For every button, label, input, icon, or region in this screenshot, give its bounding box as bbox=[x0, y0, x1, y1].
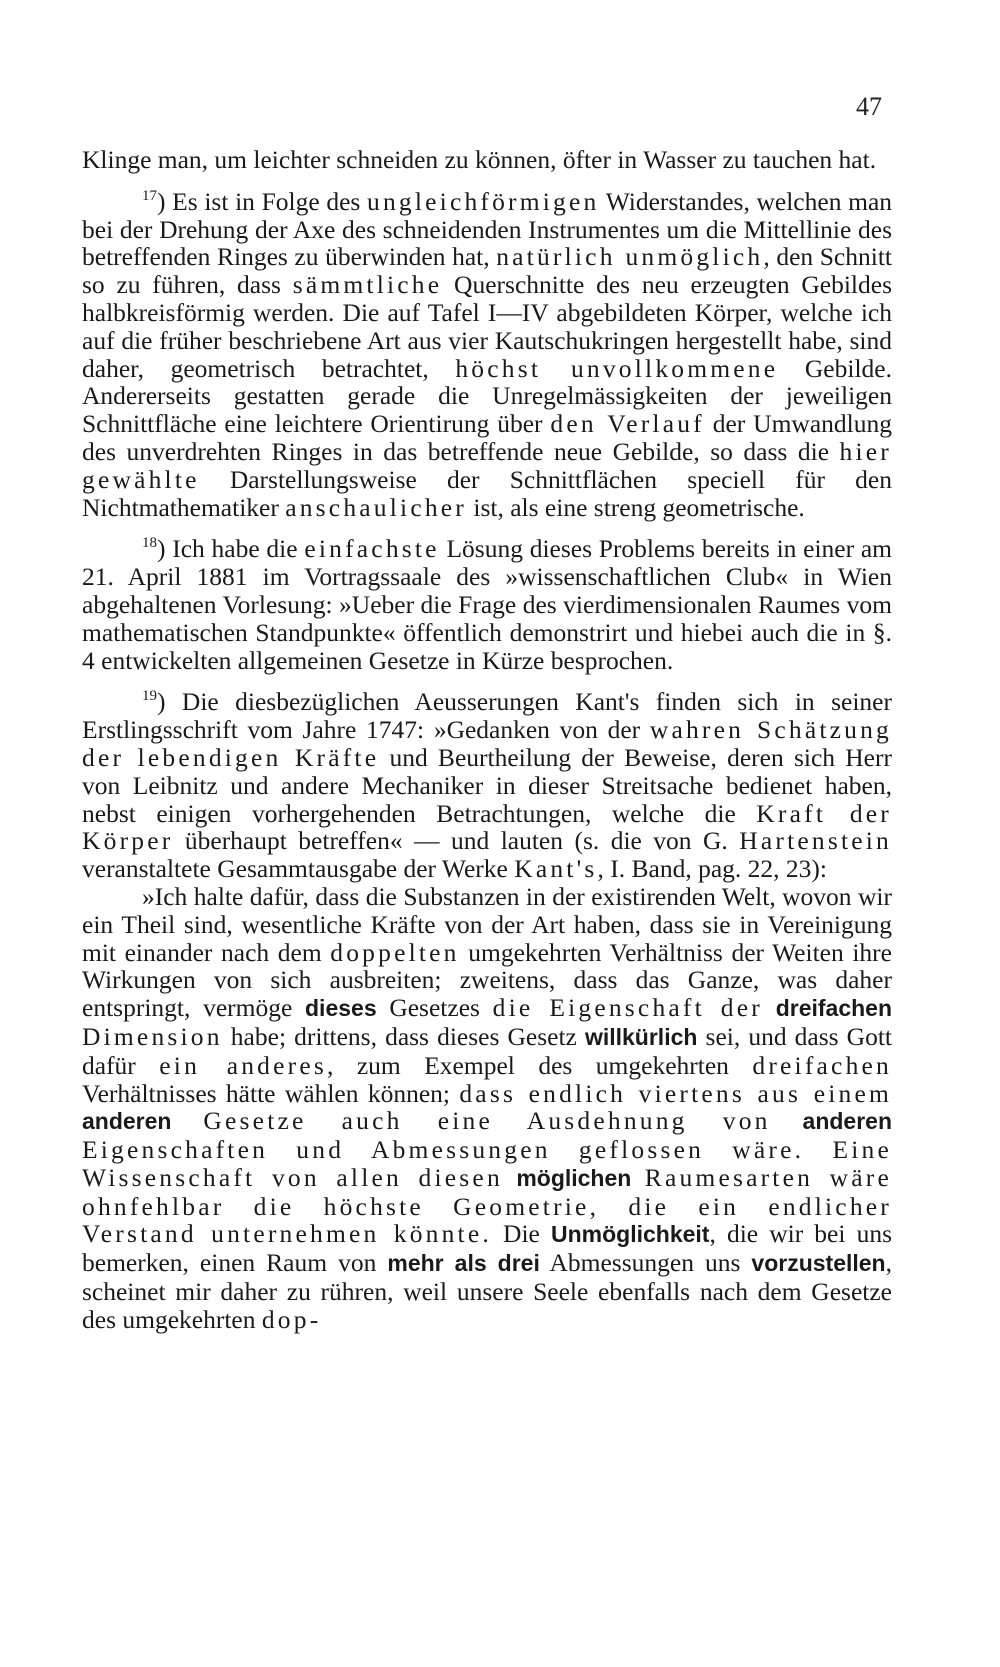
spaced-emphasis: Gesetze auch eine Ausdehnung von bbox=[203, 1106, 771, 1136]
bold-emphasis: dieses bbox=[305, 995, 377, 1022]
text-run: Die bbox=[491, 1219, 551, 1249]
bold-emphasis: Unmöglichkeit bbox=[550, 1221, 710, 1248]
text-run: Lösung dieses Problems bereits in einer am 21. April 1881 im Vortragssaale des »wissenschaftlichen Club« in Wien abgehaltenen Vorlesung: »Ueber die Frage des vierdimensionalen Raumes vom mathematischen Standpunkte« öffentlich demonstrirt und hiebei auch die in §. 4 entwickelten allgemeinen Gesetze in Kürze besprochen. bbox=[82, 534, 893, 675]
text-run: Gebilde. Andererseits gestatten gerade die Unregelmässigkeiten der jeweiligen Schnittfläche eine leichtere Orientirung über bbox=[82, 353, 892, 439]
text-run: ) Die diesbezüglichen Aeusserungen Kant's finden sich in seiner Erstlingsschrift vom Jahre 1747: »Gedanken von der bbox=[82, 687, 892, 745]
footnote-marker: 19 bbox=[142, 688, 157, 705]
text-run: , die wir bei uns bemerken, einen Raum von bbox=[82, 1219, 892, 1278]
page-number: 47 bbox=[856, 92, 882, 121]
paragraph-continuation bbox=[82, 146, 892, 174]
spaced-emphasis: Raumesarten wäre ohnfehlbar die höchste Geometrie, die ein endlicher Verstand unternehmen könnte. bbox=[82, 1162, 892, 1249]
spaced-emphasis: anschaulicher bbox=[285, 492, 467, 522]
text-run bbox=[631, 1163, 644, 1192]
spaced-emphasis: den Verlauf bbox=[550, 409, 705, 439]
text-run: Querschnitte des neu erzeugten Gebildes halbkreisförmig werden. Die auf Tafel I—IV abgebildeten Körper, welche ich auf die früher beschriebene Art aus vier Kautschukringen hergestellt habe, sind daher, geometrisch betrachtet, bbox=[82, 270, 892, 383]
bold-emphasis: anderen bbox=[82, 1108, 172, 1135]
spaced-emphasis: Hartenstein bbox=[739, 826, 892, 856]
spaced-emphasis: dass endlich viertens aus einem bbox=[459, 1078, 892, 1108]
text-run: , scheinet mir daher zu rühren, weil unsere Seele ebenfalls nach dem Gesetze des umgekehrten bbox=[82, 1248, 892, 1334]
text-run: ) Ich habe die bbox=[157, 534, 305, 564]
spaced-emphasis: natürlich unmöglich bbox=[496, 242, 764, 272]
text-run: der Umwandlung des unverdrehten Ringes in das betreffende neue Gebilde, so dass die bbox=[82, 409, 892, 466]
spaced-emphasis: Kraft der Körper bbox=[82, 798, 892, 856]
spaced-emphasis: Kant's bbox=[514, 854, 598, 884]
spaced-emphasis: einfachste bbox=[304, 534, 440, 564]
spaced-emphasis: doppelten bbox=[330, 937, 460, 967]
text-run: sei, und dass Gott dafür bbox=[82, 1021, 892, 1080]
text-run: , zum Exempel des umgekehrten bbox=[326, 1050, 753, 1080]
text-run: umgekehrten Verhältniss der Weiten ihre Wirkungen von sich ausbreiten; zweitens, dass das Ganze, was daher entspringt, vermöge bbox=[82, 937, 892, 1023]
footnote-18 bbox=[82, 535, 892, 674]
text-run bbox=[771, 1106, 803, 1135]
bold-emphasis: willkürlich bbox=[584, 1023, 698, 1050]
spaced-emphasis: Eigenschaften und Abmessungen geflossen wäre. Eine Wissenschaft von allen diesen bbox=[82, 1135, 892, 1192]
kant-quotation bbox=[82, 883, 892, 1334]
spaced-emphasis: wahren Schätzung der lebendigen Kräfte bbox=[82, 715, 893, 772]
text-run: Widerstandes, welchen man bei der Drehung der Axe des schneidenden Instrumentes um die Mittellinie des betreffenden Ringes zu überwinden hat, bbox=[82, 186, 893, 272]
text-run: und Beurtheilung der Beweise, deren sich Herr von Leibnitz und andere Mechaniker in dieser Streitsache bedienet haben, nebst einigen vorhergehenden Betrachtungen, welche die bbox=[82, 742, 892, 828]
spaced-emphasis: höchst unvollkommene bbox=[455, 353, 779, 383]
text-run: Klinge man, um leichter schneiden zu können, öfter in Wasser zu tauchen hat. bbox=[82, 145, 877, 174]
spaced-emphasis: Dimension bbox=[82, 1021, 223, 1051]
text-run bbox=[171, 1106, 203, 1135]
text-run bbox=[503, 1163, 516, 1192]
bold-emphasis: dreifachen bbox=[775, 995, 893, 1022]
page-body bbox=[82, 146, 892, 1334]
footnote-17 bbox=[82, 188, 892, 522]
text-run: »Ich halte dafür, dass die Substanzen in der existirenden Welt, wovon wir ein Theil sind, wesentliche Kräfte von der Art haben, dass sie in Vereinigung mit einander nach dem bbox=[82, 881, 892, 967]
text-run: Verhältnisses hätte wählen können; bbox=[82, 1078, 460, 1108]
text-run: Gesetzes bbox=[376, 993, 493, 1023]
text-run: Darstellungsweise der Schnittflächen speciell für den Nichtmathematiker bbox=[82, 464, 892, 522]
spaced-emphasis: dreifachen bbox=[752, 1050, 892, 1080]
bold-emphasis: möglichen bbox=[516, 1164, 632, 1191]
text-run: habe; drittens, dass dieses Gesetz bbox=[222, 1021, 585, 1051]
footnote-marker: 17 bbox=[142, 187, 157, 204]
spaced-emphasis: die Eigenschaft der bbox=[492, 993, 763, 1023]
text-run: Abmessungen uns bbox=[539, 1248, 752, 1278]
spaced-emphasis: dop- bbox=[261, 1304, 322, 1334]
text-run: , den Schnitt so zu führen, dass bbox=[82, 242, 893, 300]
footnote-marker: 18 bbox=[142, 535, 157, 552]
bold-emphasis: mehr als drei bbox=[387, 1250, 540, 1277]
text-run: veranstaltete Gesammtausgabe der Werke bbox=[82, 854, 515, 884]
footnote-19 bbox=[82, 688, 892, 883]
text-run: ) Es ist in Folge des bbox=[157, 186, 367, 216]
spaced-emphasis: ungleichförmigen bbox=[367, 186, 600, 216]
text-run: , I. Band, pag. 22, 23): bbox=[597, 854, 827, 884]
text-run bbox=[763, 993, 776, 1022]
bold-emphasis: vorzustellen bbox=[751, 1250, 886, 1277]
spaced-emphasis: ein anderes bbox=[159, 1050, 327, 1080]
text-run: ist, als eine streng geometrische. bbox=[467, 492, 805, 522]
spaced-emphasis: sämmtliche bbox=[292, 270, 443, 300]
spaced-emphasis: hier gewählte bbox=[82, 436, 892, 494]
text-run: überhaupt betreffen« — und lauten (s. die von G. bbox=[173, 826, 740, 856]
bold-emphasis: anderen bbox=[802, 1108, 893, 1135]
